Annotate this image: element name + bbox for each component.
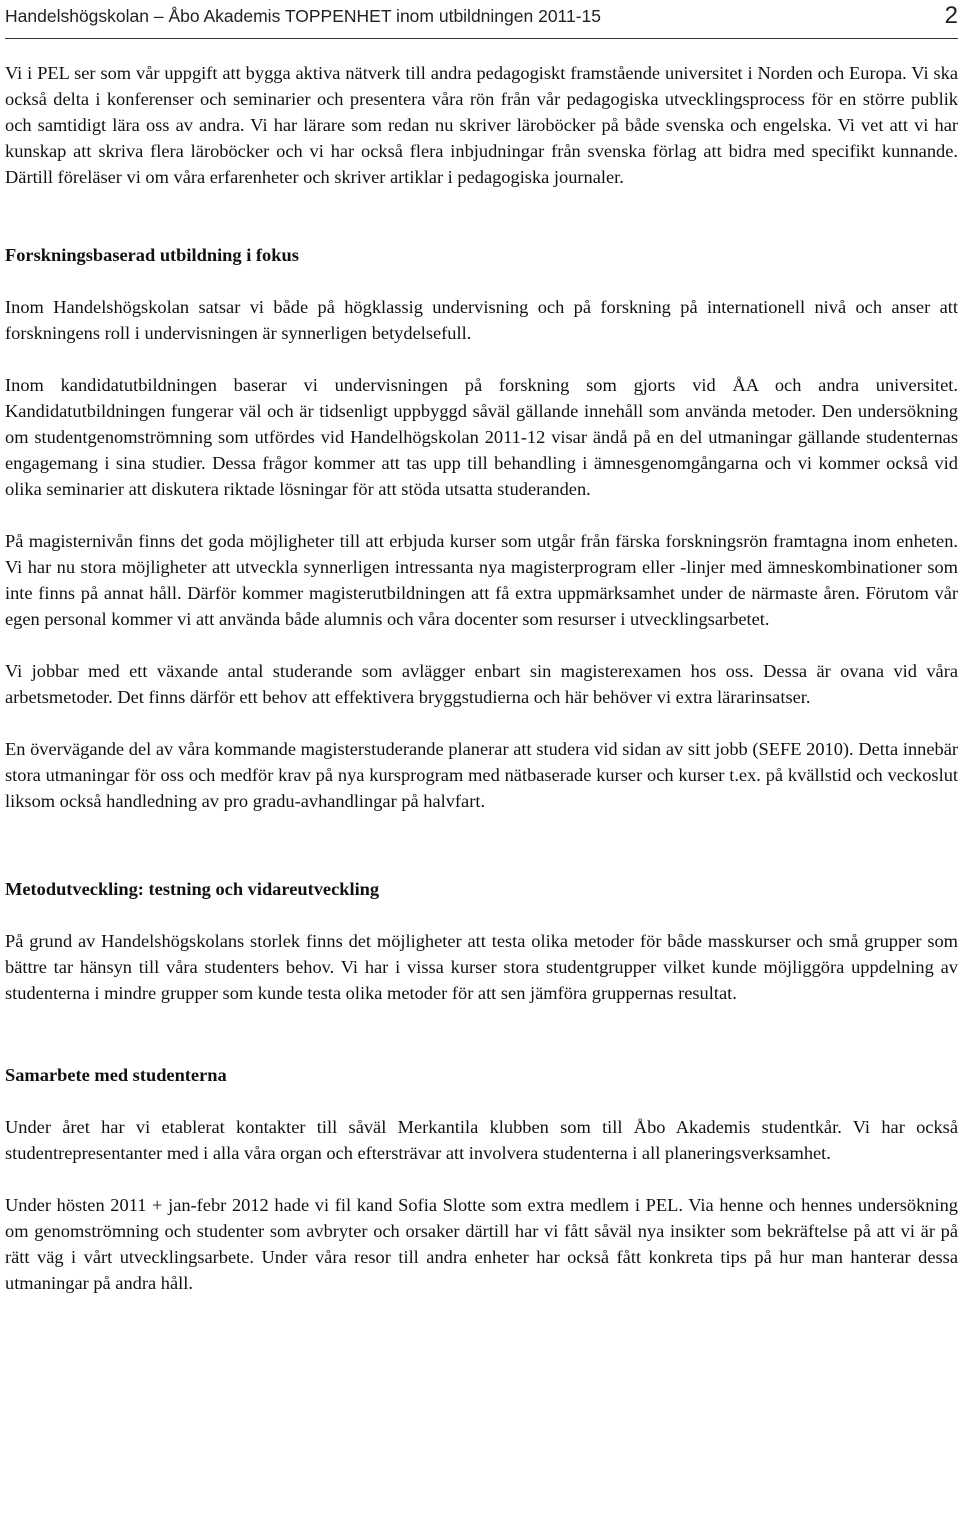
body-paragraph: Vi jobbar med ett växande antal studerande som avlägger enbart sin magisterexamen hos oss. Dessa är ovana vid våra arbetsmetoder. Det finns därför ett behov att effektivera bryggstudierna och här behöver vi extra lärarinsatser.	[5, 661, 958, 707]
document-body	[5, 60, 958, 1296]
running-header	[5, 0, 958, 38]
header-title: Handelshögskolan – Åbo Akademis TOPPENHET inom utbildningen 2011-15	[5, 6, 602, 26]
section-heading-forskningsbaserad: Forskningsbaserad utbildning i fokus	[5, 245, 299, 265]
body-paragraph: En övervägande del av våra kommande magisterstuderande planerar att studera vid sidan av sitt jobb (SEFE 2010). Detta innebär stora utmaningar för oss och medför krav på nya kursprogram med nätbaserade kurser och kurser t.ex. på kvällstid och veckoslut liksom också handledning av pro gradu-avhandlingar på halvfart.	[5, 739, 958, 811]
header-rule	[5, 38, 958, 39]
body-paragraph: På magisternivån finns det goda möjligheter till att erbjuda kurser som utgår från färska forskningsrön framtagna inom enheten. Vi har nu stora möjligheter att utveckla synnerligen intressanta nya magisterprogram eller -linjer med ämneskombinationer som inte finns på annat håll. Därför kommer magisterutbildningen att få extra uppmärksamhet under de närmaste åren. Förutom vår egen personal kommer vi att använda både alumnis och våra docenter som resurser i utvecklingsarbetet.	[5, 531, 958, 629]
section-heading-metodutveckling: Metodutveckling: testning och vidareutveckling	[5, 879, 380, 899]
body-paragraph: Inom kandidatutbildningen baserar vi undervisningen på forskning som gjorts vid ÅA och andra universitet. Kandidatutbildningen fungerar väl och är tidsenligt uppbyggd såväl gällande innehåll som använda metoder. Den undersökning om studentgenomströmning som utfördes vid Handelhögskolan 2011-12 visar ändå på en del utmaningar gällande studenternas engagemang i sina studier. Dessa frågor kommer att tas upp till behandling i ämnesgenomgångarna och vi kommer också vid olika seminarier att diskutera riktade lösningar för att stöda utsatta studeranden.	[5, 375, 958, 499]
body-paragraph: Under året har vi etablerat kontakter till såväl Merkantila klubben som till Åbo Akademis studentkår. Vi har också studentrepresentanter med i alla våra organ och eftersträvar att involvera studenterna i all planeringsverksamhet.	[5, 1117, 958, 1163]
body-paragraph: Inom Handelshögskolan satsar vi både på högklassig undervisning och på forskning på internationell nivå och anser att forskningens roll i undervisningen är synnerligen betydelsefull.	[5, 297, 958, 343]
body-paragraph: På grund av Handelshögskolans storlek finns det möjligheter att testa olika metoder för både masskurser och små grupper som bättre tar hänsyn till våra studenters behov. Vi har i vissa kurser stora studentgrupper vilket kunde möjliggöra uppdelning av studenterna i mindre grupper som kunde testa olika metoder för att sen jämföra gruppernas resultat.	[5, 931, 958, 1003]
page-number: 2	[944, 2, 958, 29]
intro-paragraph: Vi i PEL ser som vår uppgift att bygga aktiva nätverk till andra pedagogiskt framstående universitet i Norden och Europa. Vi ska också delta i konferenser och seminarier och presentera våra rön från vår pedagogiska utvecklingsprocess för en större publik och samtidigt lära oss av andra. Vi har lärare som redan nu skriver läroböcker på både svenska och engelska. Vi vet att vi har kunskap att skriva flera läroböcker och vi har också flera inbjudningar från svenska förlag att bidra med specifikt kunnande. Därtill föreläser vi om våra erfarenheter och skriver artiklar i pedagogiska journaler.	[5, 63, 958, 187]
body-paragraph: Under hösten 2011 + jan-febr 2012 hade vi fil kand Sofia Slotte som extra medlem i PEL. Via henne och hennes undersökning om genomströmning och studenter som avbryter och orsaker därtill har vi fått såväl nya insikter som bekräftelse på att vi är på rätt väg i vårt utvecklingsarbete. Under våra resor till andra enheter har också fått konkreta tips på hur man hanterar dessa utmaningar på andra håll.	[5, 1195, 958, 1293]
document-page	[5, 0, 958, 1322]
section-heading-samarbete: Samarbete med studenterna	[5, 1065, 227, 1085]
